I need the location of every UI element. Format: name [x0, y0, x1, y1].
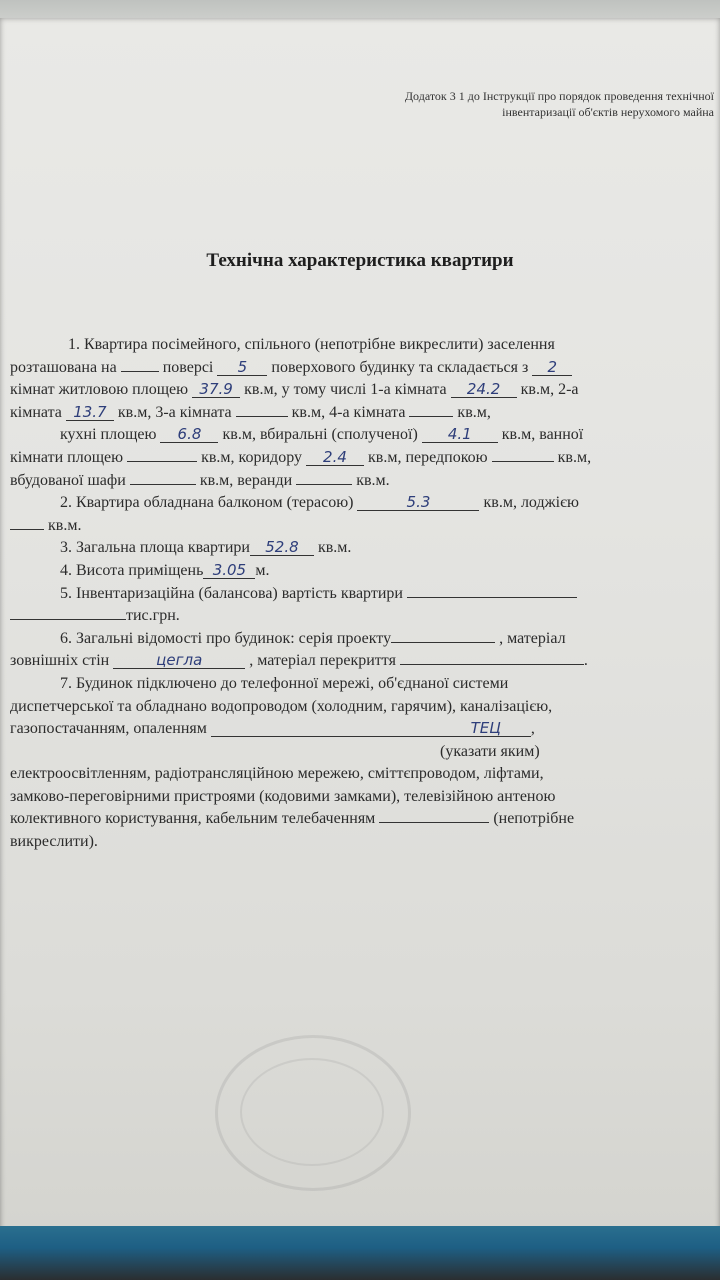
walls-material-value: цегла — [113, 652, 245, 669]
p1-line-4: кімната 13.7 кв.м, 3-а кімната кв.м, 4-а кімната кв.м, — [10, 402, 491, 421]
p7-line-1: 7. Будинок підключено до телефонної мережі, об'єднаної системи — [60, 674, 509, 692]
floors-value: 5 — [217, 359, 267, 376]
faded-stamp-inner — [240, 1058, 384, 1166]
kitchen-value: 6.8 — [160, 426, 218, 443]
p2-line-1: 2. Квартира обладнана балконом (терасою) 5.3 кв.м, лоджією — [60, 493, 579, 512]
photo-bottom-edge — [0, 1226, 720, 1280]
p5-line-2: тис.грн. — [10, 605, 710, 628]
page-title: Технічна характеристика квартири — [206, 250, 514, 271]
total-area-value: 52.8 — [250, 539, 314, 556]
p7-line-2: диспетчерської та обладнано водопроводом (холодним, гарячим), каналізацією, — [10, 697, 553, 715]
p5-line-1: 5. Інвентаризаційна (балансова) вартість квартири — [10, 583, 710, 606]
p7-line-5: замково-переговірними пристроями (кодовими замками), телевізійною антеною — [10, 787, 556, 805]
heating-value: ТЕЦ — [211, 720, 531, 737]
p3-line: 3. Загальна площа квартири 52.8 кв.м. — [60, 538, 352, 557]
faded-stamp — [215, 1035, 411, 1191]
height-value: 3.05 — [203, 562, 255, 579]
p6-line-2: зовнішніх стін цегла , матеріал перекриття . — [10, 651, 588, 670]
p1-line-2: розташована на поверсі 5 поверхового будинку та складається з 2 — [10, 357, 710, 380]
p7-line-7: викреслити). — [10, 833, 98, 851]
wc-value: 4.1 — [422, 426, 498, 443]
p1-line-7: вбудованої шафи кв.м, веранди кв.м. — [10, 471, 390, 489]
p6-line-1: 6. Загальні відомості про будинок: серія проекту , матеріал — [60, 629, 566, 647]
balcony-value: 5.3 — [357, 494, 479, 511]
rooms-value: 2 — [532, 359, 572, 376]
p7-note: (указати яким) — [440, 742, 540, 760]
form-body — [10, 334, 710, 854]
p1-line-1: 1. Квартира посімейного, спільного (непотрібне викреслити) заселення — [68, 336, 555, 353]
p1-line-6: кімнати площею кв.м, коридору 2.4 кв.м, передпокою кв.м, — [10, 447, 592, 466]
living-area-value: 37.9 — [192, 381, 240, 398]
room2-value: 13.7 — [66, 404, 114, 421]
appendix-note — [374, 88, 714, 120]
room1-value: 24.2 — [451, 381, 517, 398]
appendix-note-line-2: інвентаризації об'єктів нерухомого майна — [502, 105, 714, 119]
p1-line-5: кухні площею 6.8 кв.м, вбиральні (сполученої) 4.1 кв.м, ванної — [60, 425, 584, 444]
p4-line: 4. Висота приміщень 3.05 м. — [60, 560, 270, 579]
appendix-note-line-1: Додаток 3 1 до Інструкції про порядок проведення технічної — [404, 89, 714, 103]
p7-line-6: колективного користування, кабельним телебаченням (непотрібне — [10, 810, 575, 828]
p7-line-4: електроосвітленням, радіотрансляційною мережею, сміттєпроводом, ліфтами, — [10, 765, 544, 783]
p1-line-3: кімнат житловою площею 37.9 кв.м, у тому числі 1-а кімната 24.2 кв.м, 2-а — [10, 380, 579, 399]
p2-line-2: кв.м. — [10, 515, 710, 538]
p7-line-3: газопостачанням, опаленням ТЕЦ , — [10, 719, 535, 738]
corridor-value: 2.4 — [306, 449, 364, 466]
